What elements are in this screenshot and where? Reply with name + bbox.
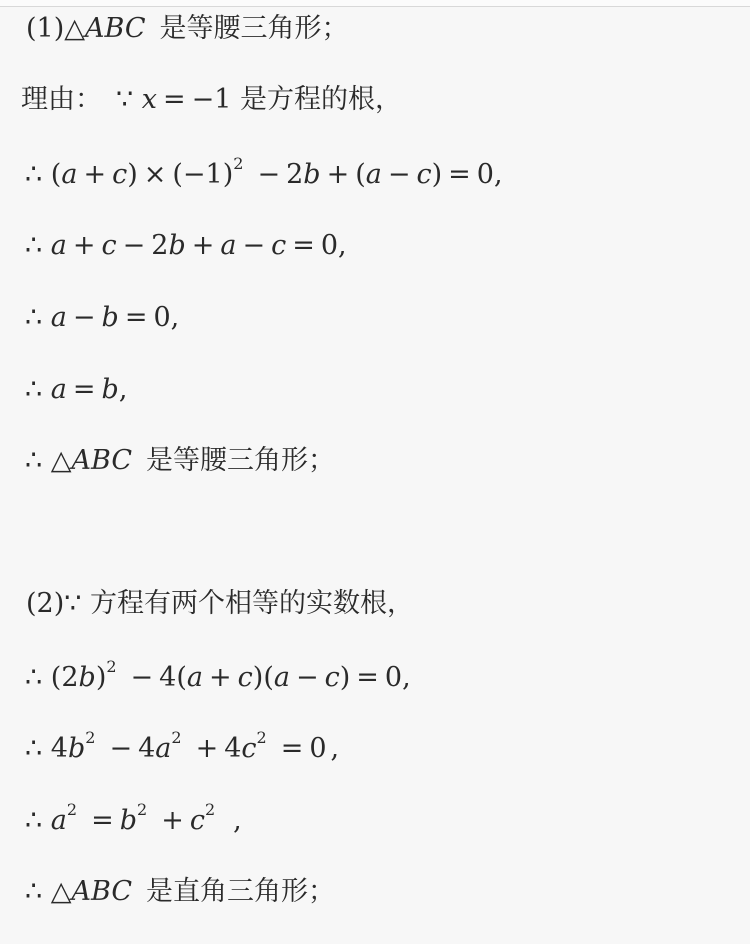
part1-conclusion (25, 441, 335, 481)
triangle-symbol: △ (64, 13, 86, 44)
part-number: (2) (26, 588, 65, 619)
therefore-symbol: ∴ (25, 159, 43, 190)
reason-label: 理由： (21, 84, 102, 115)
therefore-symbol: ∴ (25, 805, 43, 836)
heading-text: 方程有两个相等的实数根， (90, 588, 415, 619)
reason-line (21, 80, 402, 120)
equation-line-1: ∴ $(a + c) \times (-1)^2 - 2b + (a - c) = 0$, (25, 154, 503, 190)
equation-line-3: ∴ a − b = 0, (25, 302, 180, 333)
conclusion-text: 是等腰三角形； (146, 445, 336, 476)
therefore-symbol: ∴ (25, 230, 43, 261)
root-text: 是方程的根， (240, 84, 403, 115)
part1-heading (26, 9, 349, 49)
math-expression: x = −1 (141, 84, 232, 115)
equation-line-6: ∴ $4b^2 - 4a^2 + 4c^2 = 0$ , (25, 728, 340, 764)
equation-line-2: ∴ a + c − 2b + a − c = 0, (25, 230, 347, 261)
heading-text: 是等腰三角形； (159, 13, 349, 44)
triangle-name: ABC (71, 876, 133, 907)
top-border (0, 0, 750, 7)
because-symbol: ∵ (64, 588, 82, 619)
therefore-symbol: ∴ (25, 876, 43, 907)
part2-conclusion (25, 872, 335, 912)
therefore-symbol: ∴ (25, 302, 43, 333)
because-symbol: ∵ (116, 84, 134, 115)
part-number: (1) (26, 13, 65, 44)
triangle-name: ABC (71, 445, 133, 476)
conclusion-text: 是直角三角形； (146, 876, 336, 907)
triangle-name: ABC (85, 13, 146, 44)
equation-line-5: ∴ $(2b)^2 - 4(a + c)(a - c) = 0$, (25, 657, 411, 693)
triangle-symbol: △ (50, 445, 72, 476)
equation-line-4: ∴ a = b, (25, 374, 128, 405)
therefore-symbol: ∴ (25, 374, 43, 405)
triangle-symbol: △ (50, 876, 72, 907)
therefore-symbol: ∴ (25, 733, 43, 764)
equation-line-7: ∴ $a^2 = b^2 + c^2$ , (25, 800, 242, 836)
therefore-symbol: ∴ (25, 445, 43, 476)
therefore-symbol: ∴ (25, 662, 43, 693)
part2-heading (26, 584, 414, 624)
